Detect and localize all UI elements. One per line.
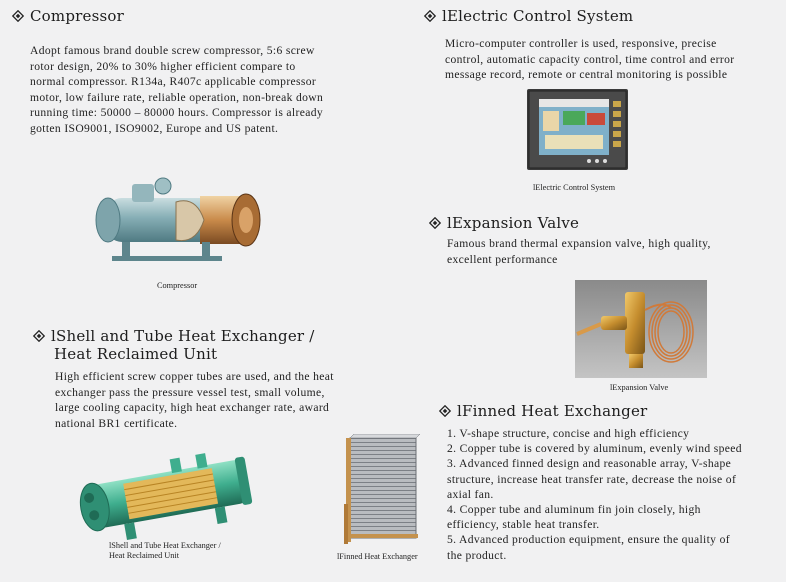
text-line: exchanger pass the pressure vessel test, small volume,: [55, 385, 325, 399]
compressor-heading: [12, 7, 124, 25]
finned-caption: lFinned Heat Exchanger: [337, 552, 418, 561]
text-line: motor, low failure rate, reliable operation, non-break down: [30, 90, 324, 104]
finned-exchanger-image: [342, 434, 422, 548]
diamond-bullet-icon: [429, 217, 441, 229]
text-line: High efficient screw copper tubes are used, and the heat: [55, 370, 334, 383]
compressor-image: [92, 162, 280, 274]
text-line: control, automatic capacity control, time control and error: [445, 52, 735, 66]
text-line: message record, remote or central monitoring is possible: [445, 68, 728, 82]
text-line: axial fan.: [447, 487, 494, 501]
text-line: running time: 50000 – 80000 hours. Compressor is already: [30, 106, 323, 120]
electric-heading: [424, 7, 633, 25]
caption-line: lShell and Tube Heat Exchanger /: [109, 541, 221, 550]
text-line: large cooling capacity, high heat exchanger rate, award: [55, 401, 330, 415]
shell-title-line-2: Heat Reclaimed Unit: [54, 345, 218, 363]
shell-title-line-1: lShell and Tube Heat Exchanger /: [51, 327, 315, 345]
text-line: structure, increase heat transfer rate, decrease the noise of: [447, 472, 737, 486]
finned-title: lFinned Heat Exchanger: [457, 402, 648, 420]
shell-tube-exchanger-image: [76, 446, 262, 546]
expansion-valve-image: [575, 280, 707, 378]
expansion-caption: lExpansion Valve: [610, 383, 669, 392]
control-panel-image: [527, 89, 628, 170]
text-line: efficiency, stable heat transfer.: [447, 518, 600, 532]
text-line: Famous brand thermal expansion valve, high quality,: [447, 237, 711, 250]
text-line: 2. Copper tube is covered by aluminum, evenly wind speed: [447, 442, 742, 456]
compressor-description: [30, 43, 323, 137]
shell-heading: [33, 327, 315, 345]
text-line: 4. Copper tube and aluminum fin join closely, high: [447, 503, 701, 517]
finned-heading: [439, 402, 647, 420]
text-line: 1. V-shape structure, concise and high efficiency: [447, 427, 690, 440]
caption-line: Heat Reclaimed Unit: [109, 550, 180, 560]
expansion-description: [447, 236, 711, 267]
diamond-bullet-icon: [439, 405, 451, 417]
text-line: national BR1 certificate.: [55, 416, 178, 430]
diamond-bullet-icon: [12, 10, 24, 22]
electric-caption: lElectric Control System: [533, 183, 616, 192]
text-line: 5. Advanced production equipment, ensure the quality of: [447, 533, 730, 547]
text-line: Micro-computer controller is used, responsive, precise: [445, 37, 717, 50]
electric-description: [445, 36, 734, 83]
text-line: the product.: [447, 548, 507, 562]
expansion-title: lExpansion Valve: [447, 214, 580, 232]
diamond-bullet-icon: [424, 10, 436, 22]
finned-description: [447, 426, 742, 563]
electric-title: lElectric Control System: [442, 7, 634, 25]
compressor-title: Compressor: [30, 7, 124, 25]
diamond-bullet-icon: [33, 330, 45, 342]
text-line: gotten ISO9001, ISO9002, Europe and US patent.: [30, 121, 279, 135]
shell-description: [55, 369, 334, 431]
text-line: excellent performance: [447, 252, 558, 266]
text-line: 3. Advanced finned design and reasonable array, V-shape: [447, 457, 732, 471]
shell-caption: [109, 541, 221, 560]
text-line: rotor design, 20% to 30% higher efficient compare to: [30, 59, 296, 73]
text-line: Adopt famous brand double screw compressor, 5:6 screw: [30, 44, 315, 57]
text-line: normal compressor. R134a, R407c applicable compressor: [30, 75, 317, 89]
compressor-caption: Compressor: [157, 281, 198, 290]
expansion-heading: [429, 214, 579, 232]
